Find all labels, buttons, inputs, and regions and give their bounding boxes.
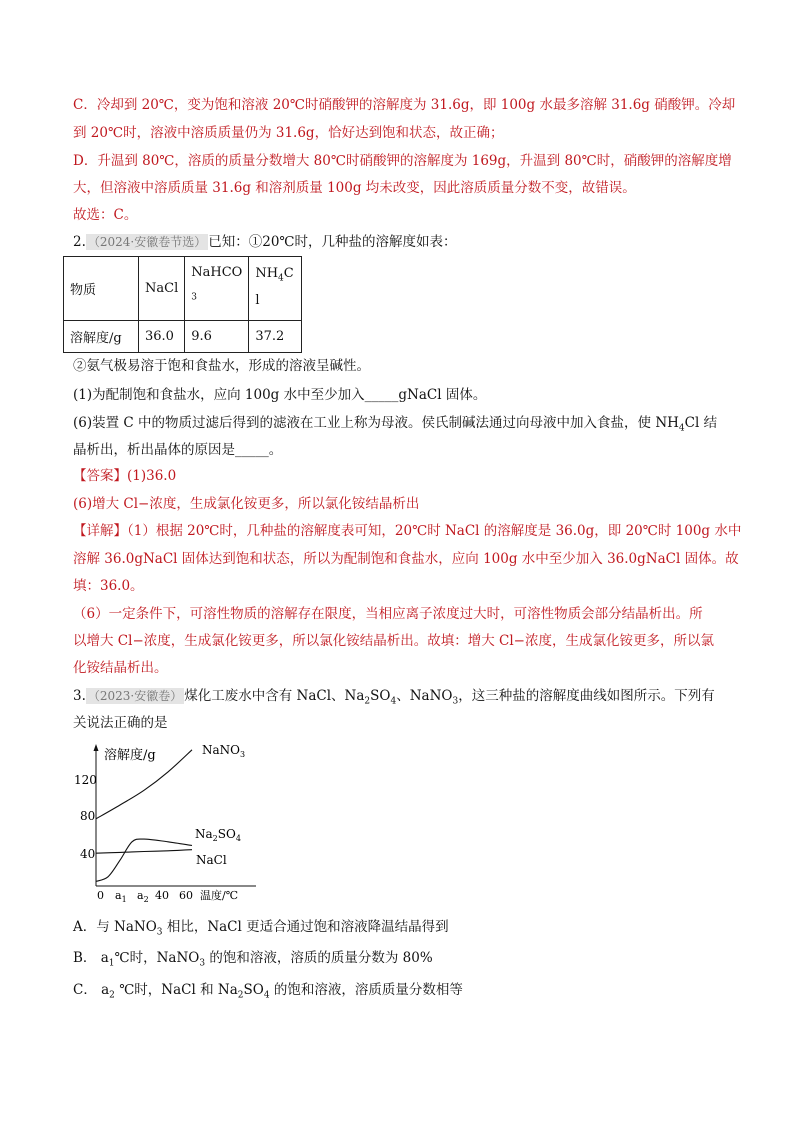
- y-tick-120: 120: [74, 773, 97, 787]
- nacl-curve: [96, 850, 192, 854]
- na2so4-label: $Na_2SO_4$: [195, 827, 241, 843]
- q1-option-c-line2: 到 20℃时，溶液中溶质质量仍为 31.6g，恰好达到饱和状态，故正确；: [73, 125, 504, 141]
- q2-part6-blank: _____: [235, 442, 269, 458]
- q3-source-tag: （2023·安徽卷）: [87, 689, 183, 703]
- q3-option-a[interactable]: A．与 NaNO$_3$ 相比，NaCl 更适合通过饱和溶液降温结晶得到: [73, 919, 449, 938]
- solubility-curve-chart: [64, 738, 264, 904]
- table-cell-nh4cl: $NH_4C$ l: [249, 257, 302, 321]
- q2-answer6: (6)增大 Cl−浓度，生成氯化铵更多，所以氯化铵结晶析出: [73, 496, 420, 512]
- table-value-nahco3: 9.6: [185, 321, 249, 353]
- x-tick-60: 60: [179, 889, 193, 902]
- answer-label: 【答案】: [73, 468, 127, 484]
- q2-detail-line6: 化铵结晶析出。: [73, 660, 168, 676]
- na2so4-curve: [96, 839, 192, 881]
- q2-detail-line3: 填：36.0。: [73, 578, 144, 594]
- x-tick-0: 0: [97, 889, 104, 902]
- q2-part1-blank: _____: [364, 387, 399, 403]
- nacl-label: NaCl: [196, 853, 227, 867]
- q2-answer: 【答案】(1)36.0: [73, 468, 177, 484]
- table-header-solubility: 溶解度/g: [64, 321, 139, 353]
- q3-stem-line2: 关说法正确的是: [73, 715, 168, 731]
- q2-part6-line1: (6)装置 C 中的物质过滤后得到的滤液在工业上称为母液。侯氏制碱法通过向母液中加入食盐，使 $NH_4Cl$ 结: [73, 415, 718, 434]
- table-cell-nahco3: NaHCO $_3$: [185, 257, 249, 321]
- x-axis-label: 温度/℃: [200, 889, 239, 902]
- q2-stem: [73, 232, 457, 252]
- q3-number: 3.: [73, 688, 86, 704]
- y-axis-arrow: [94, 744, 99, 751]
- solubility-table: [63, 256, 302, 353]
- q2-part1: (1)为配制饱和食盐水，应向 100g 水中至少加入_____gNaCl 固体。: [73, 387, 487, 403]
- q2-detail-line2: 溶解 36.0gNaCl 固体达到饱和状态，所以为配制饱和食盐水，应向 100g 水中至少加入 36.0gNaCl 固体。故: [73, 551, 739, 567]
- y-tick-80: 80: [80, 809, 96, 823]
- q2-stem-text: 已知：①20℃时，几种盐的溶解度如表：: [208, 234, 457, 250]
- q3-option-b[interactable]: B． $a_1℃$时，NaNO$_3$ 的饱和溶液，溶质的质量分数为 80%: [73, 950, 433, 969]
- q2-number: 2.: [73, 234, 86, 250]
- x-tick-40: 40: [155, 889, 169, 902]
- q1-option-c-line1: C．冷却到 20℃，变为饱和溶液 20℃时硝酸钾的溶解度为 31.6g，即 100g 水最多溶解 31.6g 硝酸钾。冷却: [73, 97, 736, 113]
- table-header-substance: 物质: [64, 257, 139, 321]
- q2-detail-line1: 【详解】（1）根据 20℃时，几种盐的溶解度表可知，20℃时 NaCl 的溶解度是 36.0g，即 20℃时 100g 水中: [73, 523, 742, 539]
- q3-stem-line1: 3. （2023·安徽卷） 煤化工废水中含有 NaCl、$Na_2SO_4$、NaNO$_3$，这三种盐的溶解度曲线如图所示。下列有: [73, 688, 715, 707]
- q1-option-d-line1: D．升温到 80℃，溶质的质量分数增大 80℃时硝酸钾的溶解度为 169g，升温到 80℃时，硝酸钾的溶解度增: [73, 153, 732, 169]
- nano3-label: NaNO$_3$: [202, 743, 246, 759]
- q1-option-d-line2: 大，但溶液中溶质质量 31.6g 和溶剂质量 100g 均未改变，因此溶质质量分数不变，故错误。: [73, 180, 636, 196]
- q2-source-tag: （2024·安徽卷节选）: [87, 235, 207, 249]
- detail-label: 【详解】: [73, 523, 127, 539]
- table-cell-nacl: NaCl: [139, 257, 185, 321]
- q1-choice: 故选：C。: [73, 207, 138, 223]
- q2-detail-line4: （6）一定条件下，可溶性物质的溶解存在限度，当相应离子浓度过大时，可溶性物质会部分结晶析出。所: [73, 606, 703, 622]
- q3-option-c[interactable]: C． $a_2$ ℃时，NaCl 和 $Na_2SO_4$ 的饱和溶液，溶质质量分数相等: [73, 982, 463, 1001]
- x-tick-a2: $a_2$: [137, 889, 149, 904]
- x-tick-a1: $a_1$: [115, 889, 127, 904]
- table-value-nacl: 36.0: [139, 321, 185, 353]
- q2-note: ②氨气极易溶于饱和食盐水，形成的溶液呈碱性。: [73, 358, 370, 374]
- y-axis-label: 溶解度/g: [104, 748, 156, 763]
- table-value-nh4cl: 37.2: [249, 321, 302, 353]
- q2-part6-line2: 晶析出，析出晶体的原因是_____。: [73, 442, 283, 458]
- q2-detail-line5: 以增大 Cl−浓度，生成氯化铵更多，所以氯化铵结晶析出。故填：增大 Cl−浓度，生成氯化铵更多，所以氯: [73, 633, 714, 649]
- y-tick-40: 40: [80, 847, 96, 861]
